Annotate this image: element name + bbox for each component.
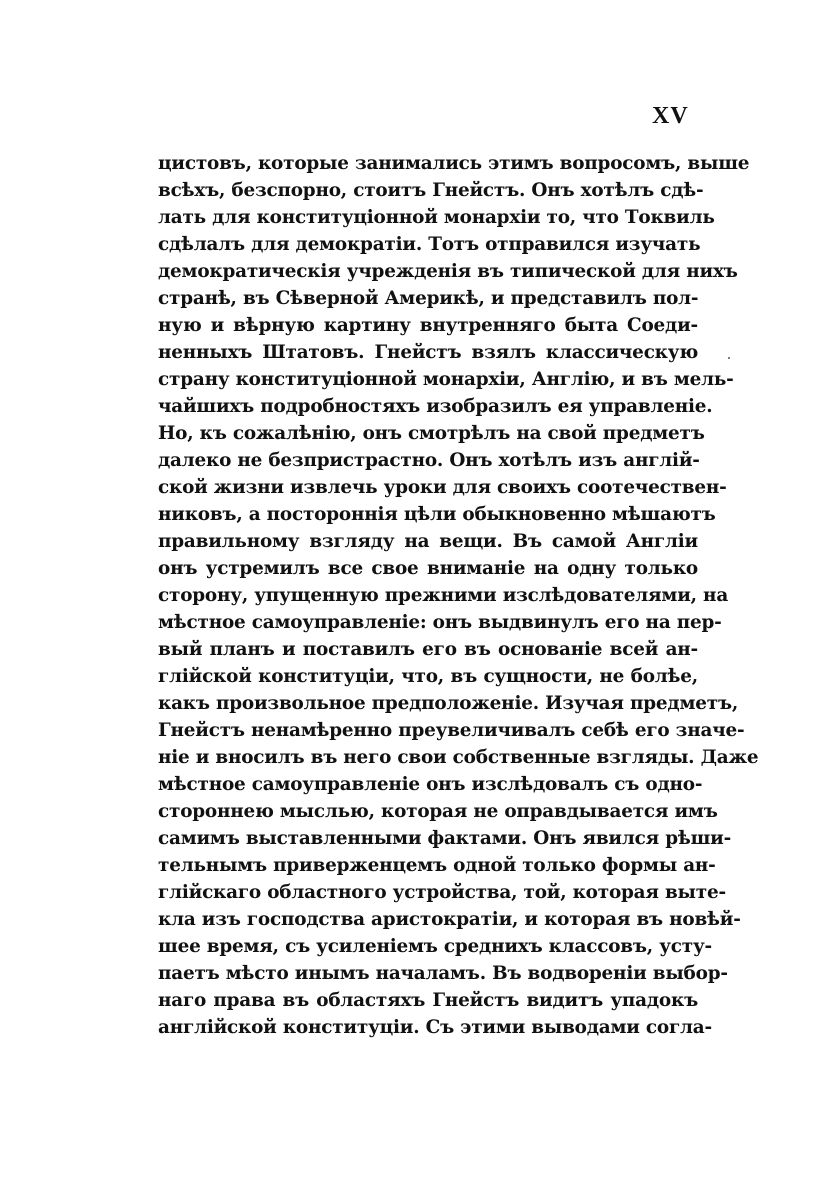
text-line: мѣстное самоуправленіе: онъ выдвинулъ его на пер- — [158, 612, 722, 633]
text-line: ную и вѣрную картину внутренняго быта Соеди- — [158, 315, 698, 336]
text-line: ніе и вносилъ въ него свои собственные взгляды. Даже — [158, 747, 759, 768]
text-line: странѣ, въ Сѣверной Америкѣ, и представилъ пол- — [158, 288, 699, 309]
body-text — [158, 150, 759, 1041]
text-line: никовъ, а постороннія цѣли обыкновенно мѣшаютъ — [158, 504, 716, 525]
page-number: XV — [652, 103, 689, 129]
text-line: сторону, упущенную прежними изслѣдователями, на — [158, 585, 729, 606]
text-line: англійской конституціи. Съ этими выводами согла- — [158, 1017, 712, 1038]
text-line: тельнымъ приверженцемъ одной только формы ан- — [158, 855, 716, 876]
text-line: глійскаго областного устройства, той, которая выте- — [158, 882, 726, 903]
text-line: всѣхъ, безспорно, стоитъ Гнейстъ. Онъ хотѣлъ сдѣ- — [158, 180, 704, 201]
text-line: стороннею мыслью, которая не оправдывается имъ — [158, 801, 718, 822]
text-line: самимъ выставленными фактами. Онъ явился рѣши- — [158, 828, 732, 849]
text-line: демократическія учрежденія въ типической для нихъ — [158, 261, 738, 282]
text-line: Гнейстъ ненамѣренно преувеличивалъ себѣ его значе- — [158, 720, 745, 741]
text-line: шее время, съ усиленіемъ среднихъ классовъ, усту- — [158, 936, 712, 957]
text-line: какъ произвольное предположеніе. Изучая предметъ, — [158, 693, 739, 714]
text-line: наго права въ областяхъ Гнейстъ видитъ упадокъ — [158, 990, 698, 1011]
stray-ink-mark — [728, 357, 730, 359]
text-line: паетъ мѣсто инымъ началамъ. Въ водвореніи выбор- — [158, 963, 728, 984]
text-line: лать для конституціонной монархіи то, что Токвиль — [158, 207, 715, 228]
text-line: ской жизни извлечь уроки для своихъ соотечествен- — [158, 477, 727, 498]
text-line: чайшихъ подробностяхъ изобразилъ ея управленіе. — [158, 396, 713, 417]
text-line: правильному взгляду на вещи. Въ самой Англіи — [158, 531, 698, 552]
text-line: ненныхъ Штатовъ. Гнейстъ взялъ классическую — [158, 342, 698, 363]
text-line: страну конституціонной монархіи, Англію, и въ мель- — [158, 369, 734, 390]
text-line: вый планъ и поставилъ его въ основаніе всей ан- — [158, 639, 698, 660]
text-line: Но, къ сожалѣнію, онъ смотрѣлъ на свой предметъ — [158, 423, 705, 444]
text-line: цистовъ, которые занимались этимъ вопросомъ, выше — [158, 153, 750, 174]
text-line: далеко не безпристрастно. Онъ хотѣлъ изъ англій- — [158, 450, 700, 471]
text-line: сдѣлалъ для демократіи. Тотъ отправился изучать — [158, 234, 701, 255]
text-line: кла изъ господства аристократіи, и которая въ новѣй- — [158, 909, 741, 930]
text-line: онъ устремилъ все свое вниманіе на одну только — [158, 558, 698, 579]
text-line: глійской конституціи, что, въ сущности, не болѣе, — [158, 666, 698, 687]
text-line: мѣстное самоуправленіе онъ изслѣдовалъ съ одно- — [158, 774, 703, 795]
